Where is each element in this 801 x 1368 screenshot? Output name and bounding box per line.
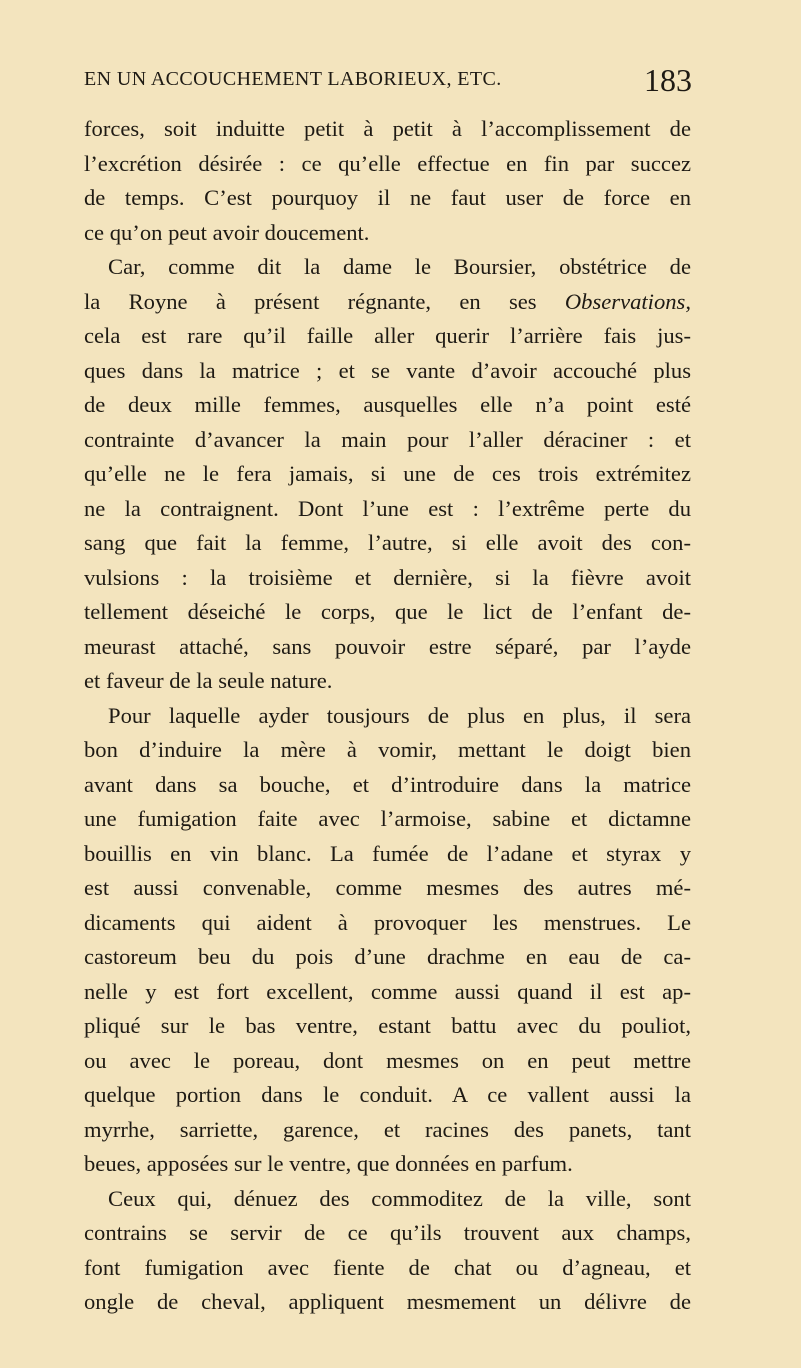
text-run: la Royne à présent régnante, en ses [84,288,565,314]
text-line: dicaments qui aident à provoquer les menstrues. Le [84,909,691,935]
text-line: qu’elle ne le fera jamais, si une de ces trois extrémitez [84,461,691,486]
text-line: cela est rare qu’il faille aller querir l’arrière fais jus- [84,323,691,348]
text-line: ou avec le poreau, dont mesmes on en peut mettre [84,1047,691,1073]
text-line: et faveur de la seule nature. [84,668,333,693]
text-line: vulsions : la troisième et dernière, si la fièvre avoit [84,564,691,590]
text-line: ce qu’on peut avoir doucement. [84,219,370,245]
text-line: quelque portion dans le conduit. A ce vallent aussi la [84,1082,691,1107]
text-line: sang que fait la femme, l’autre, si elle avoit des con- [84,530,691,555]
body-text [84,112,691,1320]
text-line: de deux mille femmes, ausquelles elle n’a point esté [84,392,691,417]
text-line: Ceux qui, dénuez des commoditez de la ville, sont [108,1185,691,1211]
text-line: ongle de cheval, appliquent mesmement un délivre de [84,1289,691,1314]
text-line: Pour laquelle ayder tousjours de plus en plus, il sera [108,702,691,728]
text-line: bouillis en vin blanc. La fumée de l’adane et styrax y [84,840,691,866]
page-header [84,62,692,112]
running-head: EN UN ACCOUCHEMENT LABORIEUX, ETC. [84,68,502,90]
text-line: myrrhe, sarriette, garence, et racines des panets, tant [84,1116,691,1142]
text-line: beues, apposées sur le ventre, que données en parfum. [84,1151,573,1176]
text-line: avant dans sa bouche, et d’introduire dans la matrice [84,771,691,797]
text-line: une fumigation faite avec l’armoise, sabine et dictamne [84,806,691,831]
text-line: de temps. C’est pourquoy il ne faut user de force en [84,185,691,210]
text-line: ne la contraignent. Dont l’une est : l’extrême perte du [84,495,691,521]
text-line: ques dans la matrice ; et se vante d’avoir accouché plus [84,357,691,383]
italic-title: Observations, [564,288,691,314]
text-line: bon d’induire la mère à vomir, mettant le doigt bien [84,737,691,762]
text-line: font fumigation avec fiente de chat ou d’agneau, et [84,1254,691,1280]
text-line: contrainte d’avancer la main pour l’aller déraciner : et [84,426,691,452]
text-line: pliqué sur le bas ventre, estant battu avec du pouliot, [84,1013,691,1038]
text-line: tellement déseiché le corps, que le lict de l’enfant de- [84,599,691,624]
page-number: 183 [644,62,692,98]
text-line: nelle y est fort excellent, comme aussi quand il est ap- [84,978,691,1004]
text-line: contrains se servir de ce qu’ils trouvent aux champs, [84,1220,691,1245]
text-line: meurast attaché, sans pouvoir estre séparé, par l’ayde [84,633,691,659]
text-line: forces, soit induitte petit à petit à l’accomplissement de [84,116,691,141]
text-line: l’excrétion désirée : ce qu’elle effectue en fin par succez [84,150,691,176]
text-line: Car, comme dit la dame le Boursier, obstétrice de [108,254,691,279]
text-line [84,285,691,320]
text-line: castoreum beu du pois d’une drachme en eau de ca- [84,944,691,969]
text-line: est aussi convenable, comme mesmes des autres mé- [84,875,691,900]
